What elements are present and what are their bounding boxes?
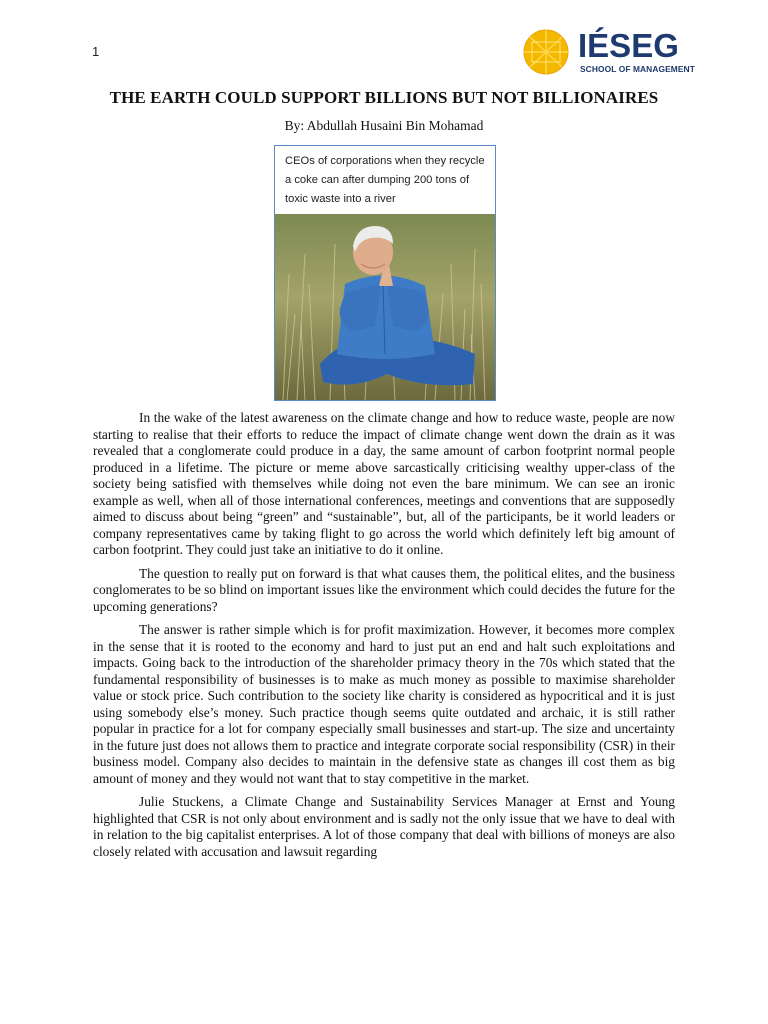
body-paragraph: The question to really put on forward is that what causes them, the political elites, and the business conglomerates to be so blind on important issues like the environment which could decides the future for the upcoming generations? — [93, 565, 675, 614]
meme-figure — [274, 145, 496, 401]
page-number: 1 — [92, 44, 100, 59]
article-body — [93, 410, 675, 867]
meme-caption: CEOs of corporations when they recycle a coke can after dumping 200 tons of toxic waste into a river — [285, 155, 485, 205]
meme-photo — [275, 214, 495, 400]
article-title: THE EARTH COULD SUPPORT BILLIONS BUT NOT BILLIONAIRES — [109, 88, 659, 107]
body-paragraph: Julie Stuckens, a Climate Change and Sustainability Services Manager at Ernst and Young highlighted that CSR is not only about environment and is sadly not the only issue that we have to deal with in relation to the big capitalist enterprises. A lot of those company that deal with billions of moneys are also closely related with accusation and lawsuit regarding — [93, 794, 675, 859]
article-byline: By: Abdullah Husaini Bin Mohamad — [284, 118, 484, 133]
body-paragraph: The answer is rather simple which is for profit maximization. However, it becomes more complex in the sense that it is rooted to the economy and hard to just put an end and halt such exploitations and impacts. Going back to the introduction of the shareholder primacy theory in the 70s which stated that the fundamental responsibility of businesses is to make as much money as possible to maximise shareholder value or stock price. Such contribution to the society like charity is considered as hypocritical and it is just using somebody else’s money. Such practice though seems quite outdated and archaic, it is still rather popular in practice for a lot for company especially small businesses and start-up. The size and uncertainty in the future just does not allows them to practice and integrate corporate social responsibility (CSR) in their business model. Company also decides to maintain in the defensive state as changes ill cost them as big amount of money and they would not want that to stay competitive in the market. — [93, 622, 675, 786]
sun-logo-icon — [520, 28, 572, 76]
body-paragraph: In the wake of the latest awareness on the climate change and how to reduce waste, people are now starting to realise that their efforts to reduce the impact of climate change went down the drain as it was revealed that a conglomerate could produce in a day, the same amount of carbon footprint normal people produced in a lifetime. The picture or meme above sarcastically criticising wealthy upper-class of the society being satisfied with themselves while doing not even the bare minimum. We can see an ironic example as well, when all of those international conferences, meetings and conventions that are supposedly aimed to discuss about being “green” and “sustainable”, but, all of the participants, be it world leaders or company representatives came by taking flight to go across the world which definitely left big amount of carbon footprint. They could just take an initiative to do it online. — [93, 410, 675, 557]
logo-wordmark: IÉSEG — [578, 27, 679, 64]
ieseg-logo — [520, 26, 695, 78]
logo-tagline: SCHOOL OF MANAGEMENT — [580, 64, 695, 74]
